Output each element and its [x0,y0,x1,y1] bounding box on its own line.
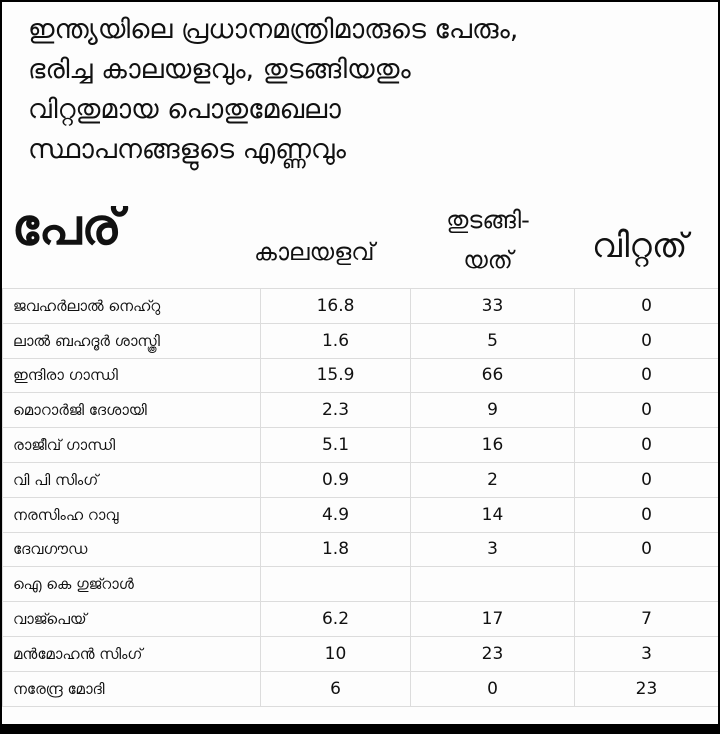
title-line: സ്ഥാപനങ്ങളുടെ എണ്ണവും [28,134,346,165]
cell-started: 5 [411,323,575,358]
table-row [3,602,719,637]
cell-started: 14 [411,497,575,532]
cell-name: രാജീവ് ഗാന്ധി [3,428,261,463]
column-header-started [418,200,558,280]
table-row [3,393,719,428]
table-row [3,428,719,463]
cell-term: 1.8 [261,532,411,567]
cell-name: ഇന്ദിരാ ഗാന്ധി [3,358,261,393]
column-header-started-line2: യത് [463,246,513,274]
cell-name: മൻമോഹൻ സിംഗ് [3,636,261,671]
cell-sold: 0 [575,462,719,497]
title-line: വിറ്റതുമായ പൊതുമേഖലാ [28,94,341,125]
cell-term: 4.9 [261,497,411,532]
cell-started: 33 [411,289,575,324]
cell-name: ദേവഗൗഡ [3,532,261,567]
cell-started: 23 [411,636,575,671]
cell-sold: 0 [575,532,719,567]
title-line: ഇന്ത്യയിലെ പ്രധാനമന്ത്രിമാരുടെ പേരും, [28,14,519,45]
cell-sold: 0 [575,358,719,393]
cell-started [411,567,575,602]
cell-name: ലാൽ ബഹദൂർ ശാസ്ത്രി [3,323,261,358]
page-title [28,10,708,170]
table-body [3,289,719,707]
column-header-name: പേര് [12,198,122,256]
cell-term: 16.8 [261,289,411,324]
cell-started: 3 [411,532,575,567]
cell-started: 66 [411,358,575,393]
cell-term: 2.3 [261,393,411,428]
cell-term: 6 [261,671,411,706]
cell-sold: 0 [575,393,719,428]
cell-name: വാജ്പെയ് [3,602,261,637]
cell-started: 2 [411,462,575,497]
column-header-started-line1: തുടങ്ങി- [446,206,530,234]
cell-started: 9 [411,393,575,428]
title-line: ഭരിച്ച കാലയളവും, തുടങ്ങിയതും [28,54,411,85]
cell-sold: 0 [575,497,719,532]
column-header-sold: വിറ്റത് [592,226,688,266]
table-row [3,462,719,497]
column-header-term: കാലയളവ് [254,238,375,266]
table-row [3,289,719,324]
cell-term: 6.2 [261,602,411,637]
table-row [3,497,719,532]
pm-table [2,288,718,707]
cell-term: 15.9 [261,358,411,393]
table-row [3,567,719,602]
cell-sold: 3 [575,636,719,671]
document-page [2,2,718,724]
table-row [3,636,719,671]
cell-sold: 23 [575,671,719,706]
cell-term: 10 [261,636,411,671]
cell-name: ഐ കെ ഗുജ്റാൾ [3,567,261,602]
cell-name: മൊറാർജി ദേശായി [3,393,261,428]
cell-term: 5.1 [261,428,411,463]
table-row [3,358,719,393]
bottom-bar [0,724,720,734]
cell-started: 17 [411,602,575,637]
cell-sold: 0 [575,323,719,358]
cell-started: 16 [411,428,575,463]
cell-term [261,567,411,602]
cell-sold: 0 [575,289,719,324]
cell-sold: 0 [575,428,719,463]
table-row [3,323,719,358]
cell-term: 0.9 [261,462,411,497]
cell-name: വി പി സിംഗ് [3,462,261,497]
cell-name: നരസിംഹ റാവു [3,497,261,532]
cell-term: 1.6 [261,323,411,358]
table-row [3,671,719,706]
cell-sold [575,567,719,602]
cell-name: നരേന്ദ്ര മോദി [3,671,261,706]
cell-sold: 7 [575,602,719,637]
table-row [3,532,719,567]
cell-started: 0 [411,671,575,706]
cell-name: ജവഹർലാൽ നെഹ്റു [3,289,261,324]
